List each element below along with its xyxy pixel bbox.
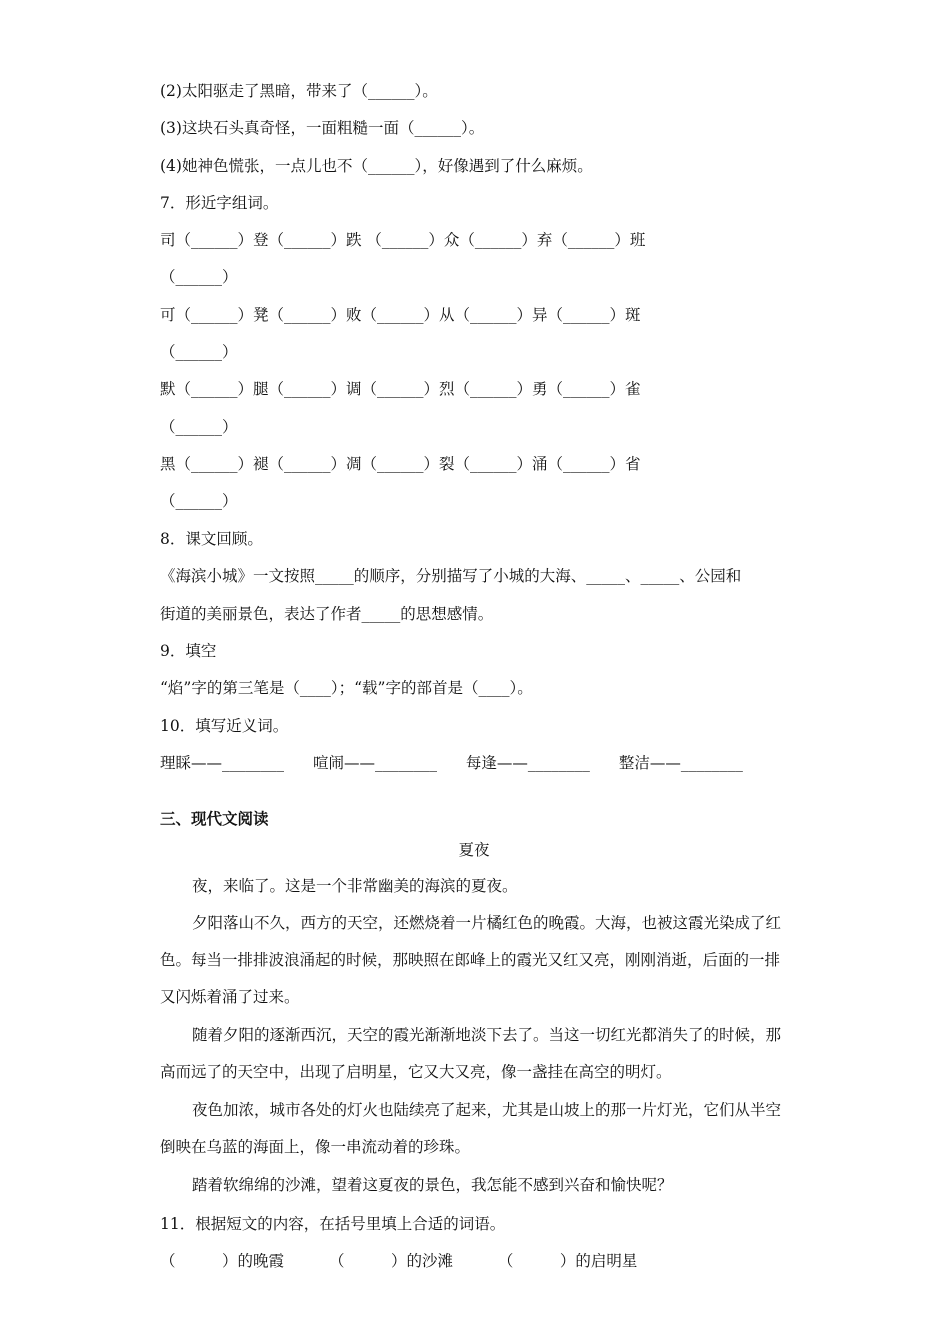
q9-title: 9．填空 [160, 642, 217, 660]
passage-paragraph: 夕阳落山不久，西方的天空，还燃烧着一片橘红色的晚霞。大海，也被这霞光染成了红色。每当一排排波浪涌起的时候，那映照在郎峰上的霞光又红又亮，刚刚消逝，后面的一排又闪烁着涌了过来。 [160, 914, 782, 1006]
q11-item: （ ）的晚霞 [160, 1252, 285, 1270]
passage-paragraph: 夜，来临了。这是一个非常幽美的海滨的夏夜。 [192, 877, 518, 895]
passage-paragraph: 踏着软绵绵的沙滩，望着这夏夜的景色，我怎能不感到兴奋和愉快呢？ [192, 1176, 673, 1194]
passage-title: 夏夜 [458, 841, 490, 859]
q10-item: 整洁——________ [618, 754, 743, 772]
q11-title: 11．根据短文的内容，在括号里填上合适的词语。 [160, 1215, 506, 1233]
q7-row-1: 司（______）登（______）跌 （______）众（______）弃（______）班 [160, 231, 646, 249]
q7-title: 7．形近字组词。 [160, 194, 279, 212]
q8-line-2: 街道的美丽景色，表达了作者_____的思想感情。 [160, 605, 494, 623]
q7-row-2: 可（______）凳（______）败（______）从（______）异（______）斑 [160, 306, 641, 324]
q6-item-4: (4)她神色慌张，一点儿也不（______），好像遇到了什么麻烦。 [160, 157, 593, 175]
q10-item: 每逢——________ [465, 754, 590, 772]
q7-row-3: 默（______）腿（______）调（______）烈（______）勇（______）雀 [160, 380, 641, 398]
q6-item-3: (3)这块石头真奇怪，一面粗糙一面（______）。 [160, 119, 485, 137]
q7-row-4-cont: （______） [160, 492, 238, 510]
q10-items [160, 752, 743, 774]
passage-paragraph: 夜色加浓，城市各处的灯火也陆续亮了起来，尤其是山坡上的那一片灯光，它们从半空倒映在乌蓝的海面上，像一串流动着的珍珠。 [160, 1101, 782, 1156]
q7-row-3-cont: （______） [160, 418, 238, 436]
q6-item-2: (2)太阳驱走了黑暗，带来了（______）。 [160, 82, 438, 100]
q7-row-1-cont: （______） [160, 268, 238, 286]
q11-items [160, 1250, 637, 1272]
q10-item: 理睬——________ [160, 754, 285, 772]
passage-paragraph: 随着夕阳的逐渐西沉，天空的霞光渐渐地淡下去了。当这一切红光都消失了的时候，那高而远了的天空中，出现了启明星，它又大又亮，像一盏挂在高空的明灯。 [160, 1026, 782, 1081]
q11-item: （ ）的启明星 [497, 1252, 638, 1270]
q11-item: （ ）的沙滩 [328, 1252, 453, 1270]
q9-line: “焰”字的第三笔是（____）；“载”字的部首是（____）。 [160, 679, 533, 697]
q7-row-4: 黑（______）褪（______）凋（______）裂（______）涌（______）省 [160, 455, 641, 473]
section-heading: 三、现代文阅读 [160, 810, 269, 828]
q10-title: 10．填写近义词。 [160, 717, 289, 735]
q8-title: 8．课文回顾。 [160, 530, 263, 548]
q8-line-1: 《海滨小城》一文按照_____的顺序，分别描写了小城的大海、_____、_____、公园和 [160, 567, 742, 585]
q7-row-2-cont: （______） [160, 343, 238, 361]
q10-item: 喧闹——________ [312, 754, 437, 772]
